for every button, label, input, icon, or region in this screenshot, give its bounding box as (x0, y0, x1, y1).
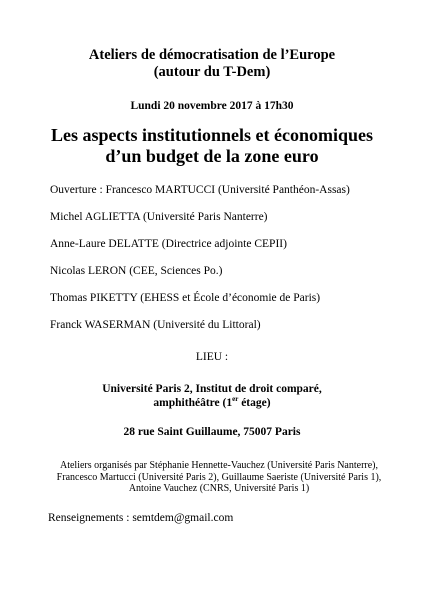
organizers-line-1: Ateliers organisés par Stéphanie Hennette-Vauchez (Université Paris Nanterre), (59, 460, 379, 471)
venue-line-1: Université Paris 2, Institut de droit comparé, (102, 383, 322, 395)
organizers-line-3: Antoine Vauchez (CNRS, Université Paris 1) (128, 483, 310, 494)
venue-line-2-prefix: amphithéâtre (1 (153, 397, 233, 409)
speaker-item: Anne-Laure DELATTE (Directrice adjointe CEPII) (50, 238, 287, 250)
event-date: Lundi 20 novembre 2017 à 17h30 (130, 100, 294, 112)
speaker-item: Michel AGLIETTA (Université Paris Nanterre) (50, 211, 268, 223)
organizers-note (40, 460, 398, 495)
contact-info: Renseignements : semtdem@gmail.com (48, 512, 234, 524)
venue-line-2 (0, 396, 424, 410)
venue-address: 28 rue Saint Guillaume, 75007 Paris (123, 426, 301, 438)
speaker-item: Franck WASERMAN (Université du Littoral) (50, 319, 261, 331)
venue (0, 382, 424, 410)
venue-line-2-suffix: étage) (238, 397, 271, 409)
event-title-line-1: Les aspects institutionnels et économiques (50, 125, 373, 145)
workshop-series-title (0, 47, 424, 81)
floor-ordinal-superscript: er (232, 395, 239, 404)
series-title-line-2: (autour du T-Dem) (153, 64, 271, 80)
series-title-line-1: Ateliers de démocratisation de l’Europe (88, 47, 336, 63)
event-title (0, 125, 424, 167)
event-title-line-2: d’un budget de la zone euro (105, 146, 319, 166)
speaker-item: Thomas PIKETTY (EHESS et École d’économie de Paris) (50, 292, 321, 304)
speaker-item: Nicolas LERON (CEE, Sciences Po.) (50, 265, 223, 277)
organizers-line-2: Francesco Martucci (Université Paris 2), Guillaume Saeriste (Université Paris 1), (56, 471, 382, 483)
speaker-item: Ouverture : Francesco MARTUCCI (Université Panthéon-Assas) (50, 184, 350, 196)
location-label: LIEU : (195, 351, 229, 363)
